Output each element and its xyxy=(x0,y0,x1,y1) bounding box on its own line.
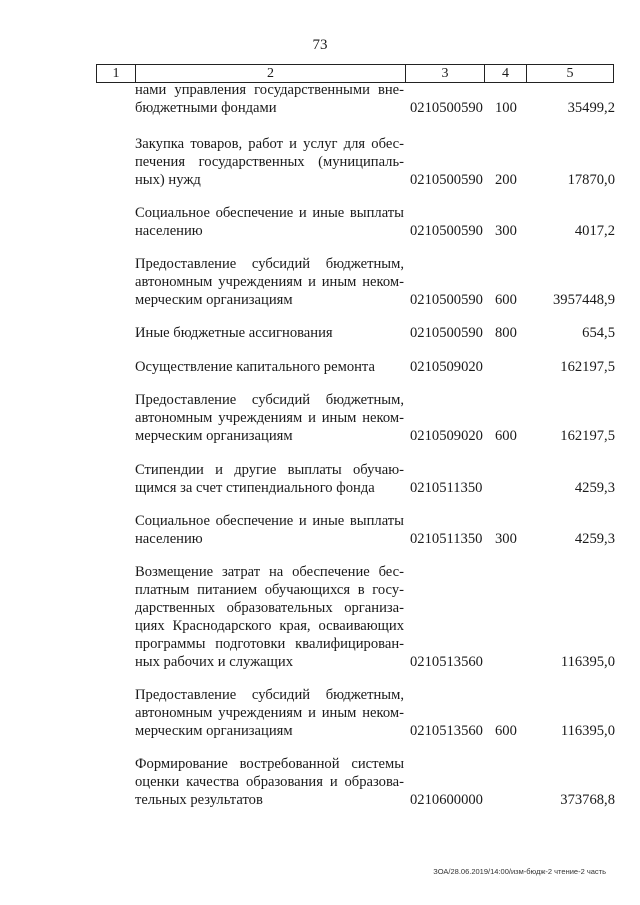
description-line: Социальное обеспечение и иные выплаты xyxy=(135,205,404,221)
description-line: бюджетными фондами xyxy=(135,100,277,116)
row-code: 0210500590 xyxy=(410,223,483,239)
description-line: населению xyxy=(135,531,203,547)
description-line: дарственных образовательных организа- xyxy=(135,600,404,616)
row-amount: 373768,8 xyxy=(560,792,615,808)
row-amount: 4259,3 xyxy=(574,480,615,496)
description-line: нами управления государственными вне- xyxy=(135,82,404,98)
row-expense-type: 100 xyxy=(495,100,517,116)
description-line: Осуществление капитального ремонта xyxy=(135,359,375,375)
row-expense-type: 600 xyxy=(495,428,517,444)
row-amount: 162197,5 xyxy=(560,359,615,375)
header-col-4: 4 xyxy=(485,65,527,82)
row-amount: 35499,2 xyxy=(567,100,615,116)
row-description xyxy=(135,135,404,189)
description-line: Социальное обеспечение и иные выплаты xyxy=(135,513,404,529)
row-description xyxy=(135,358,404,376)
description-line: мерческим организациям xyxy=(135,292,293,308)
row-amount: 116395,0 xyxy=(560,723,615,739)
row-amount: 4017,2 xyxy=(574,223,615,239)
description-line: Иные бюджетные ассигнования xyxy=(135,325,333,341)
description-line: Предоставление субсидий бюджетным, xyxy=(135,687,404,703)
row-description xyxy=(135,461,404,497)
row-description xyxy=(135,686,404,740)
header-col-5: 5 xyxy=(566,66,574,81)
row-description xyxy=(135,81,404,117)
row-code: 0210509020 xyxy=(410,428,483,444)
description-line: автономным учреждениям и иным неком- xyxy=(135,705,404,721)
row-amount: 654,5 xyxy=(582,325,615,341)
header-col-2: 2 xyxy=(136,65,406,82)
row-description xyxy=(135,204,404,240)
description-line: автономным учреждениям и иным неком- xyxy=(135,410,404,426)
row-amount: 162197,5 xyxy=(560,428,615,444)
row-amount: 3957448,9 xyxy=(552,292,615,308)
description-line: Возмещение затрат на обеспечение бес- xyxy=(135,564,404,580)
description-line: Закупка товаров, работ и услуг для обес- xyxy=(135,136,404,152)
description-line: населению xyxy=(135,223,203,239)
row-code: 0210500590 xyxy=(410,325,483,341)
description-line: мерческим организациям xyxy=(135,723,293,739)
header-col-1: 1 xyxy=(97,65,136,82)
description-line: ных) нужд xyxy=(135,172,201,188)
row-code: 0210511350 xyxy=(410,480,483,496)
row-expense-type: 200 xyxy=(495,172,517,188)
row-code: 0210600000 xyxy=(410,792,483,808)
description-line: щимся за счет стипендиального фонда xyxy=(135,480,375,496)
row-code: 0210500590 xyxy=(410,292,483,308)
description-line: платным питанием обучающихся в госу- xyxy=(135,582,404,598)
row-code: 0210511350 xyxy=(410,531,483,547)
description-line: Формирование востребованной системы xyxy=(135,756,404,772)
description-line: ных рабочих и служащих xyxy=(135,654,294,670)
row-amount: 116395,0 xyxy=(560,654,615,670)
row-code: 0210500590 xyxy=(410,100,483,116)
description-line: тельных результатов xyxy=(135,792,263,808)
row-description xyxy=(135,391,404,445)
row-description xyxy=(135,255,404,309)
description-line: Предоставление субсидий бюджетным, xyxy=(135,392,404,408)
description-line: программы подготовки квалифицирован- xyxy=(135,636,404,652)
row-code: 0210513560 xyxy=(410,654,483,670)
page-number: 73 xyxy=(312,37,328,53)
description-line: циях Краснодарского края, осваивающих xyxy=(135,618,404,634)
description-line: автономным учреждениям и иным неком- xyxy=(135,274,404,290)
row-expense-type: 300 xyxy=(495,531,517,547)
row-code: 0210500590 xyxy=(410,172,483,188)
row-description xyxy=(135,563,404,671)
description-line: Стипендии и другие выплаты обучаю- xyxy=(135,462,404,478)
description-line: оценки качества образования и образова- xyxy=(135,774,404,790)
description-line: мерческим организациям xyxy=(135,428,293,444)
row-description xyxy=(135,755,404,809)
row-expense-type: 600 xyxy=(495,723,517,739)
row-expense-type: 600 xyxy=(495,292,517,308)
description-line: печения государственных (муниципаль- xyxy=(135,154,404,170)
row-description xyxy=(135,512,404,548)
row-description xyxy=(135,324,404,342)
document-footer: ЗОА/28.06.2019/14:00/изм-бюдж-2 чтение-2 часть xyxy=(433,867,606,876)
description-line: Предоставление субсидий бюджетным, xyxy=(135,256,404,272)
row-code: 0210513560 xyxy=(410,723,483,739)
row-expense-type: 800 xyxy=(495,325,517,341)
row-amount: 17870,0 xyxy=(567,172,615,188)
row-code: 0210509020 xyxy=(410,359,483,375)
row-amount: 4259,3 xyxy=(574,531,615,547)
row-expense-type: 300 xyxy=(495,223,517,239)
header-col-3: 3 xyxy=(406,65,485,82)
